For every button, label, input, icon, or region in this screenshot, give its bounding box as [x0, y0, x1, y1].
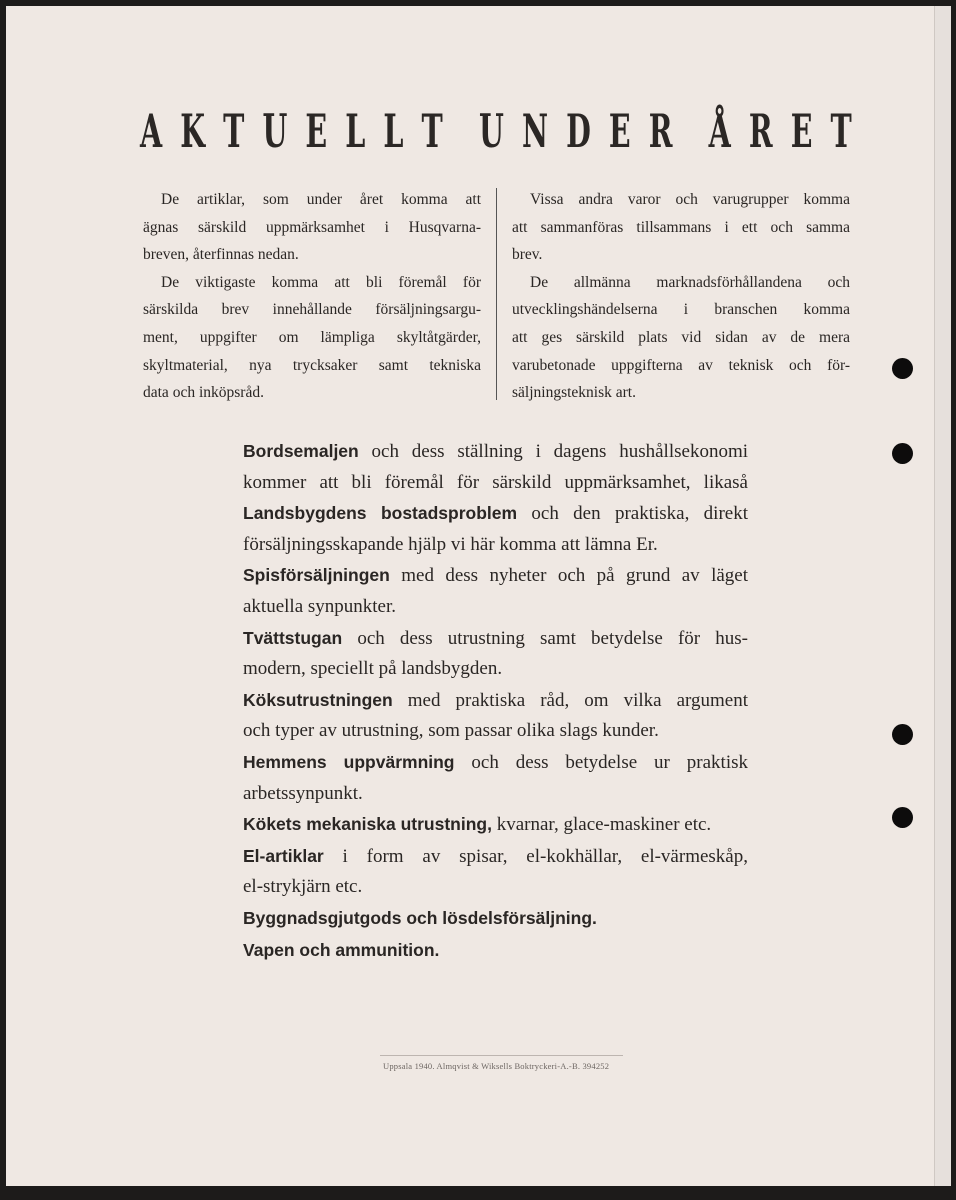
title-letter: E: [790, 104, 813, 158]
topic-line: [243, 654, 748, 685]
topic-line: [243, 530, 748, 561]
topic-line: [243, 592, 748, 623]
title-letter: Å: [708, 104, 731, 158]
title-letter: N: [521, 104, 549, 158]
page-title: [140, 104, 852, 158]
topic-heading: Vapen och ammunition.: [243, 939, 440, 960]
paragraph-line: varubetonade uppgifterna av teknisk och för-: [512, 356, 850, 374]
title-letter: D: [566, 104, 591, 158]
topic-line: [243, 779, 748, 810]
title-letter: K: [180, 104, 206, 158]
topic-line: [243, 498, 748, 530]
paragraph-line: brev.: [512, 246, 543, 264]
topic-line: [243, 872, 748, 903]
title-letter: U: [262, 104, 288, 158]
topic-line: [243, 623, 748, 655]
title-letter: L: [383, 104, 404, 158]
paragraph-line: skyltmaterial, nya trycksaker samt tekniska: [143, 356, 481, 374]
topic-line: [243, 903, 748, 935]
topic-line: [243, 935, 748, 967]
topic-text: och typer av utrustning, som passar olika slags kunder.: [243, 720, 659, 742]
paragraph-line: breven, återfinnas nedan.: [143, 246, 299, 264]
title-letter: E: [608, 104, 631, 158]
title-letter: R: [748, 104, 773, 158]
paragraph-line: De allmänna marknadsförhållandena och: [530, 273, 850, 291]
punch-hole: [892, 724, 913, 745]
topic-text: försäljningsskapande hjälp vi här komma att lämna Er.: [243, 533, 658, 555]
topic-line: [243, 809, 748, 841]
paragraph-line: data och inköpsråd.: [143, 384, 264, 402]
topic-heading: Landsbygdens bostadsproblem: [243, 503, 518, 524]
topic-text: med praktiska råd, om vilka argument: [392, 689, 748, 711]
title-letter: A: [140, 104, 163, 158]
paragraph-line: De artiklar, som under året komma att: [161, 191, 481, 208]
topic-text: modern, speciellt på landsbygden.: [243, 658, 503, 680]
paragraph-line: att sammanföras tillsammans i ett och samma: [512, 218, 850, 236]
topic-text: kvarnar, glace-maskiner etc.: [491, 814, 712, 836]
title-letter: E: [305, 104, 328, 158]
topic-text: el-strykjärn etc.: [243, 876, 363, 898]
topic-line: [243, 685, 748, 717]
topic-line: [243, 468, 748, 499]
paragraph-line: Vissa andra varor och varugrupper komma: [530, 191, 850, 208]
topic-text: med dess nyheter och på grund av läget: [389, 565, 748, 587]
topic-text: och dess utrustning samt betydelse för hus-: [342, 627, 748, 649]
title-letter: L: [345, 104, 366, 158]
paragraph-line: De viktigaste komma att bli föremål för: [161, 273, 481, 291]
topic-line: [243, 747, 748, 779]
paragraph-line: säljningsteknisk art.: [512, 384, 636, 402]
topic-text: och den praktiska, direkt: [517, 503, 748, 525]
left-column: [143, 186, 481, 407]
topic-heading: Hemmens uppvärmning: [243, 751, 455, 772]
topic-text: aktuella synpunkter.: [243, 595, 397, 617]
topic-heading: Köksutrustningen: [243, 689, 393, 710]
paragraph-line: utvecklingshändelserna i branschen komma: [512, 301, 850, 319]
topic-line: [243, 560, 748, 592]
topic-heading: Spisförsäljningen: [243, 565, 390, 586]
paragraph-line: ment, uppgifter om lämpliga skyltåtgärder,: [143, 328, 481, 346]
title-letter: U: [478, 104, 504, 158]
paragraph-line: ägnas särskild uppmärksamhet i Husqvarna-: [143, 218, 481, 236]
right-column: [512, 186, 850, 407]
punch-hole: [892, 358, 913, 379]
topic-heading: Bordsemaljen: [243, 441, 359, 461]
topic-line: [243, 716, 748, 747]
printer-imprint: Uppsala 1940. Almqvist & Wiksells Boktryckeri-A.-B. 394252: [380, 1055, 623, 1071]
topic-heading: Tvättstugan: [243, 627, 343, 648]
topic-heading: Byggnadsgjutgods och lösdelsförsäljning.: [243, 907, 597, 928]
punch-hole: [892, 443, 913, 464]
topic-heading: Kökets mekaniska utrustning,: [243, 814, 492, 835]
topic-line: [243, 841, 748, 873]
topic-text: och dess ställning i dagens hushållsekonomi: [358, 441, 748, 462]
title-letter: T: [223, 104, 245, 158]
title-letter: T: [830, 104, 852, 158]
title-letter: T: [421, 104, 443, 158]
topic-text: och dess betydelse ur praktisk: [454, 751, 748, 773]
title-letter: R: [648, 104, 673, 158]
topic-list: [243, 436, 748, 966]
topic-text: kommer att bli föremål för särskild uppmärksamhet, likaså: [243, 471, 748, 493]
paragraph-line: att ges särskild plats vid sidan av de mera: [512, 328, 850, 346]
topic-text: arbetssynpunkt.: [243, 782, 363, 804]
topic-heading: El-artiklar: [243, 845, 324, 866]
punch-hole: [892, 807, 913, 828]
paragraph-line: särskilda brev innehållande försäljningsargu-: [143, 301, 481, 319]
topic-line: [243, 436, 748, 468]
page-edge: [934, 6, 951, 1186]
column-divider: [496, 188, 497, 400]
topic-text: i form av spisar, el-kokhällar, el-värmeskåp,: [323, 845, 748, 867]
